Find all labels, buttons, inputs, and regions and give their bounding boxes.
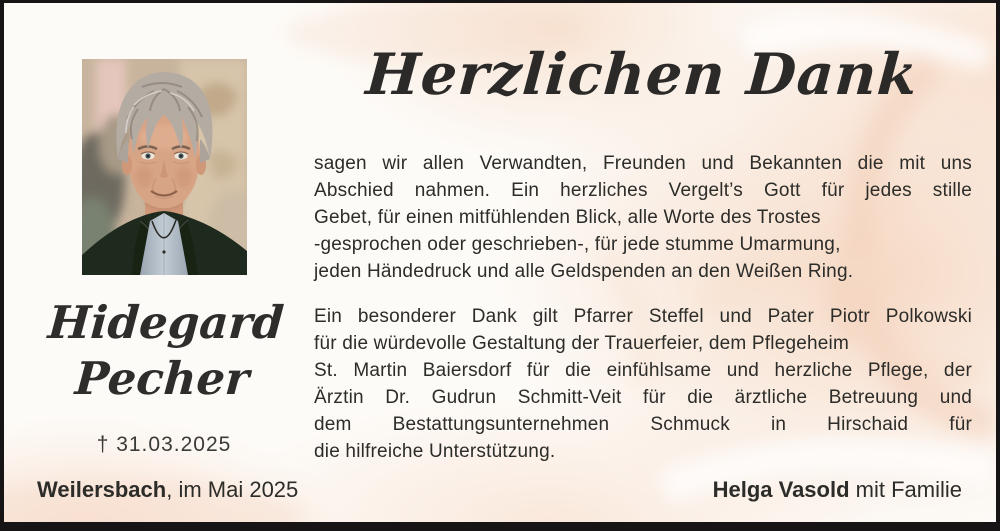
text-line: jeden Händedruck und alle Geldspenden an den Weißen Ring. bbox=[314, 261, 854, 282]
text-line: dem Bestattungsunternehmen Schmuck in Hirschaid für bbox=[314, 414, 972, 435]
place-name: Weilersbach bbox=[37, 477, 167, 502]
text-line: die hilfreiche Unterstützung. bbox=[314, 441, 556, 462]
text-line: Ärztin Dr. Gudrun Schmitt-Veit für die ärztliche Betreuung und bbox=[314, 387, 972, 408]
date-text: , im Mai 2025 bbox=[166, 477, 299, 502]
card-content bbox=[4, 3, 996, 522]
portrait-illustration bbox=[82, 59, 247, 275]
place-and-date bbox=[37, 477, 298, 503]
text-line: Ein besonderer Dank gilt Pfarrer Steffel und Pater Piotr Polkowski bbox=[314, 306, 972, 327]
deceased-name bbox=[10, 295, 318, 407]
text-line: -gesprochen oder geschrieben-, für jede stumme Umarmung, bbox=[314, 234, 841, 255]
text-line: Gebet, für einen mitfühlenden Blick, alle Worte des Trostes bbox=[314, 207, 821, 228]
portrait-photo bbox=[82, 59, 247, 275]
text-line: Abschied nahmen. Ein herzliches Vergelt’s Gott für jedes stille bbox=[314, 180, 972, 201]
paragraph-thanks-special bbox=[314, 303, 972, 465]
signature-name: Helga Vasold bbox=[712, 477, 850, 502]
memorial-card bbox=[4, 3, 996, 522]
deceased-last-name: Pecher bbox=[73, 352, 251, 405]
paragraph-thanks-general bbox=[314, 150, 972, 285]
text-line: St. Martin Baiersdorf für die einfühlsame und herzliche Pflege, der bbox=[314, 360, 972, 381]
text-line: sagen wir allen Verwandten, Freunden und Bekannten die mit uns bbox=[314, 153, 972, 174]
signature-suffix: mit Familie bbox=[849, 477, 962, 502]
signature bbox=[713, 477, 962, 503]
heading-herzlichen-dank: Herzlichen Dank bbox=[363, 41, 921, 108]
death-date: † 31.03.2025 bbox=[96, 433, 232, 456]
text-line: für die würdevolle Gestaltung der Trauerfeier, dem Pflegeheim bbox=[314, 333, 849, 354]
deceased-first-name: Hidegard bbox=[46, 296, 286, 349]
